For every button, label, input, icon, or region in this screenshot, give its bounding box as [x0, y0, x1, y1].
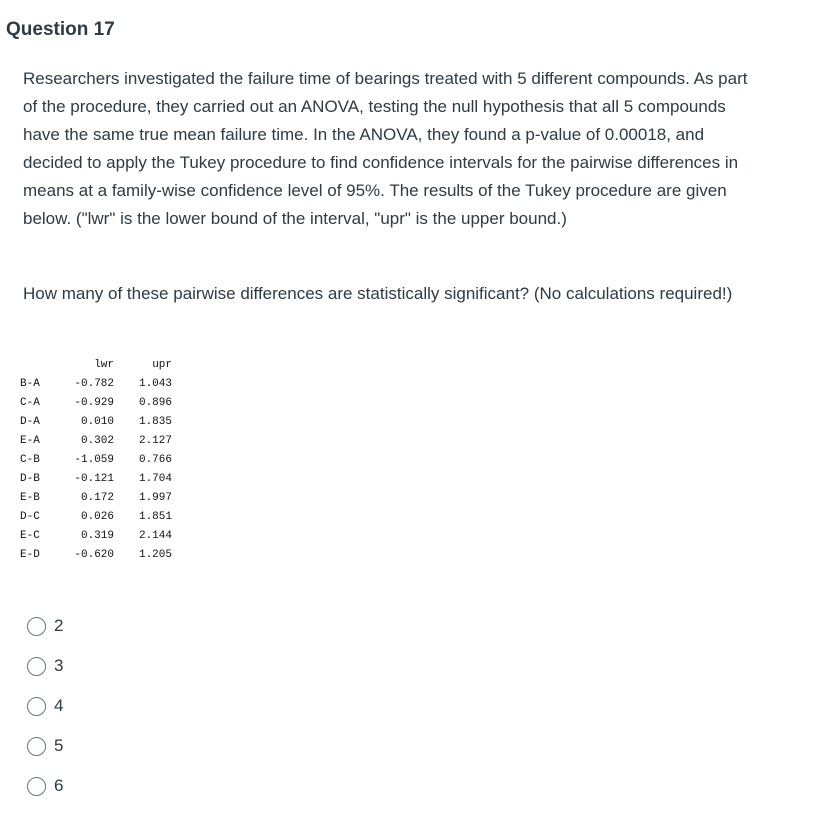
upr-value: 1.205: [138, 548, 172, 561]
row-label: C-B: [20, 453, 40, 466]
lwr-value: -0.782: [74, 377, 114, 390]
lwr-value: -0.929: [74, 396, 114, 409]
upr-value: 1.043: [138, 377, 172, 390]
radio-button[interactable]: [27, 697, 46, 716]
row-label: E-A: [20, 434, 40, 447]
upr-value: 1.704: [138, 472, 172, 485]
row-label: D-B: [20, 472, 40, 485]
table-row: [20, 431, 172, 450]
header-label: [20, 355, 56, 374]
lwr-value: 0.026: [80, 510, 114, 523]
table-row: [20, 412, 172, 431]
lwr-value: 0.319: [80, 529, 114, 542]
lwr-value: -0.121: [74, 472, 114, 485]
table-row: [20, 507, 172, 526]
table-row: [20, 450, 172, 469]
lwr-value: 0.302: [80, 434, 114, 447]
row-label: E-B: [20, 491, 40, 504]
row-label: E-D: [20, 548, 40, 561]
header-lwr: lwr: [94, 358, 114, 371]
lwr-value: 0.172: [80, 491, 114, 504]
option-label: 2: [54, 616, 64, 635]
table-row: [20, 488, 172, 507]
radio-button[interactable]: [27, 657, 46, 676]
row-label: B-A: [20, 377, 40, 390]
answer-option[interactable]: [27, 646, 63, 686]
answer-option[interactable]: [27, 606, 63, 646]
row-label: D-C: [20, 510, 40, 523]
lwr-value: -0.620: [74, 548, 114, 561]
tukey-results-table: [20, 355, 172, 564]
upr-value: 0.766: [138, 453, 172, 466]
option-label: 3: [54, 656, 64, 675]
upr-value: 1.997: [138, 491, 172, 504]
option-label: 4: [54, 696, 64, 715]
question-text: Researchers investigated the failure time of bearings treated with 5 different compounds. As part of the procedure, they carried out an ANOVA, testing the null hypothesis that all 5 compounds have the same true mean failure time. In the ANOVA, they found a p-value of 0.00018, and decided to apply the Tukey procedure to find confidence intervals for the pairwise differences in means at a family-wise confidence level of 95%. The results of the Tukey procedure are given below. ("lwr" is the lower bound of the interval, "upr" is the upper bound.): [23, 69, 748, 228]
radio-button[interactable]: [27, 617, 46, 636]
upr-value: 1.835: [138, 415, 172, 428]
upr-value: 0.896: [138, 396, 172, 409]
option-label: 5: [54, 736, 64, 755]
table-row: [20, 374, 172, 393]
option-label: 6: [54, 776, 64, 795]
upr-value: 1.851: [138, 510, 172, 523]
table-row: [20, 393, 172, 412]
table-header-row: [20, 355, 172, 374]
row-label: C-A: [20, 396, 40, 409]
upr-value: 2.127: [138, 434, 172, 447]
lwr-value: -1.059: [74, 453, 114, 466]
answer-option[interactable]: [27, 766, 63, 806]
radio-button[interactable]: [27, 737, 46, 756]
table-row: [20, 469, 172, 488]
lwr-value: 0.010: [80, 415, 114, 428]
radio-button[interactable]: [27, 777, 46, 796]
row-label: D-A: [20, 415, 40, 428]
header-upr: upr: [152, 358, 172, 371]
answer-option[interactable]: [27, 686, 63, 726]
row-label: E-C: [20, 529, 40, 542]
answer-option[interactable]: [27, 726, 63, 766]
table-row: [20, 526, 172, 545]
table-row: [20, 545, 172, 564]
question-title: Question 17: [6, 19, 115, 40]
answer-options: [27, 606, 63, 806]
upr-value: 2.144: [138, 529, 172, 542]
question-prompt: How many of these pairwise differences are statistically significant? (No calculations required!): [23, 284, 733, 303]
